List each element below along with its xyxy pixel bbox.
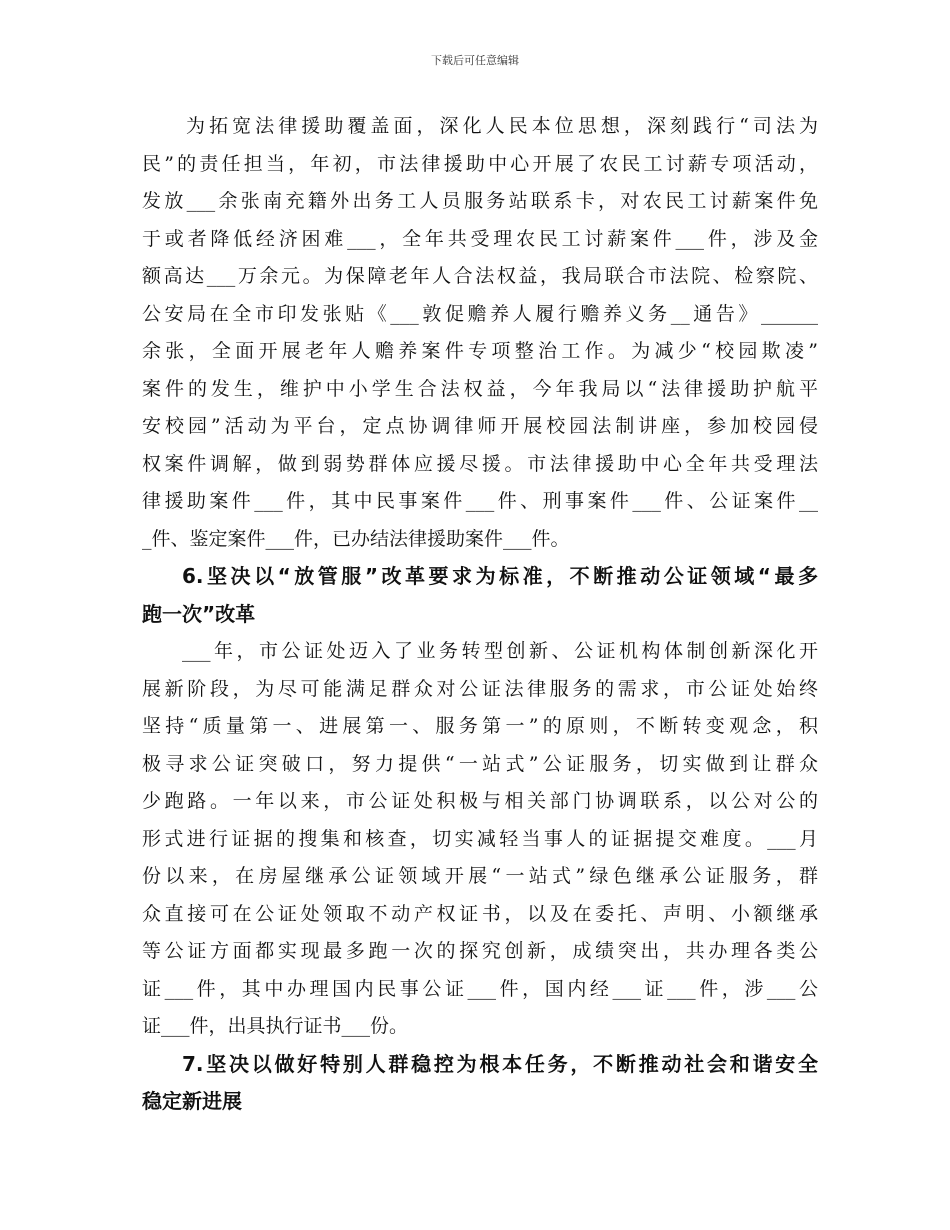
paragraph-line: 证___件，出具执行证书___份。 xyxy=(142,1015,409,1037)
page-header: 下载后可任意编辑 xyxy=(431,54,519,67)
section-heading-7: 7.坚决以做好特别人群稳控为根本任务，不断推动社会和谐安全 xyxy=(182,1051,818,1076)
paragraph-line: 额高达___万余元。为保障老年人合法权益，我局联合市法院、检察院、 xyxy=(142,265,818,287)
paragraph-line: 发放___余张南充籍外出务工人员服务站联系卡，对农民工讨薪案件免 xyxy=(142,190,818,212)
paragraph-line: 等公证方面都实现最多跑一次的探究创新，成绩突出，共办理各类公 xyxy=(142,940,818,962)
paragraph-line: 律援助案件___件，其中民事案件___件、刑事案件___件、公证案件__ xyxy=(142,490,818,512)
paragraph-line: 份以来，在房屋继承公证领域开展“一站式”绿色继承公证服务，群 xyxy=(142,865,818,887)
paragraph-line: 少跑路。一年以来，市公证处积极与相关部门协调联系，以公对公的 xyxy=(142,790,818,812)
paragraph-line: 坚持“质量第一、进展第一、服务第一”的原则，不断转变观念，积 xyxy=(142,715,818,737)
paragraph-line: 展新阶段，为尽可能满足群众对公证法律服务的需求，市公证处始终 xyxy=(142,677,818,700)
section-heading-7-cont: 稳定新进展 xyxy=(142,1089,242,1113)
paragraph-line: 众直接可在公证处领取不动产权证书，以及在委托、声明、小额继承 xyxy=(142,902,818,925)
paragraph-line: ___年，市公证处迈入了业务转型创新、公证机构体制创新深化开 xyxy=(182,640,818,662)
section-heading-6: 6.坚决以“放管服”改革要求为标准，不断推动公证领域“最多 xyxy=(182,564,818,588)
paragraph-line: 案件的发生，维护中小学生合法权益，今年我局以“法律援助护航平 xyxy=(142,377,818,400)
paragraph-line: 为拓宽法律援助覆盖面，深化人民本位思想，深刻践行“司法为 xyxy=(182,115,818,137)
paragraph-line: 权案件调解，做到弱势群体应援尽援。市法律援助中心全年共受理法 xyxy=(142,452,818,475)
paragraph-line: 极寻求公证突破口，努力提供“一站式”公证服务，切实做到让群众 xyxy=(142,752,818,775)
paragraph-line: _件、鉴定案件___件，已办结法律援助案件___件。 xyxy=(142,527,570,550)
document-body xyxy=(142,108,818,1121)
paragraph-line: 民”的责任担当，年初，市法律援助中心开展了农民工讨薪专项活动， xyxy=(142,152,818,175)
paragraph-line: 形式进行证据的搜集和核查，切实减轻当事人的证据提交难度。___月 xyxy=(142,827,818,850)
section-heading-6-cont: 跑一次”改革 xyxy=(142,601,256,626)
paragraph-line: 于或者降低经济困难___，全年共受理农民工讨薪案件___件，涉及金 xyxy=(142,227,818,250)
paragraph-line: 余张，全面开展老年人赡养案件专项整治工作。为减少“校园欺凌” xyxy=(142,340,818,362)
paragraph-line: 公安局在全市印发张贴《___敦促赡养人履行赡养义务__通告》______ xyxy=(142,302,818,325)
paragraph-line: 证___件，其中办理国内民事公证___件，国内经___证___件，涉___公 xyxy=(142,977,818,1000)
paragraph-line: 安校园”活动为平台，定点协调律师开展校园法制讲座，参加校园侵 xyxy=(142,415,818,437)
